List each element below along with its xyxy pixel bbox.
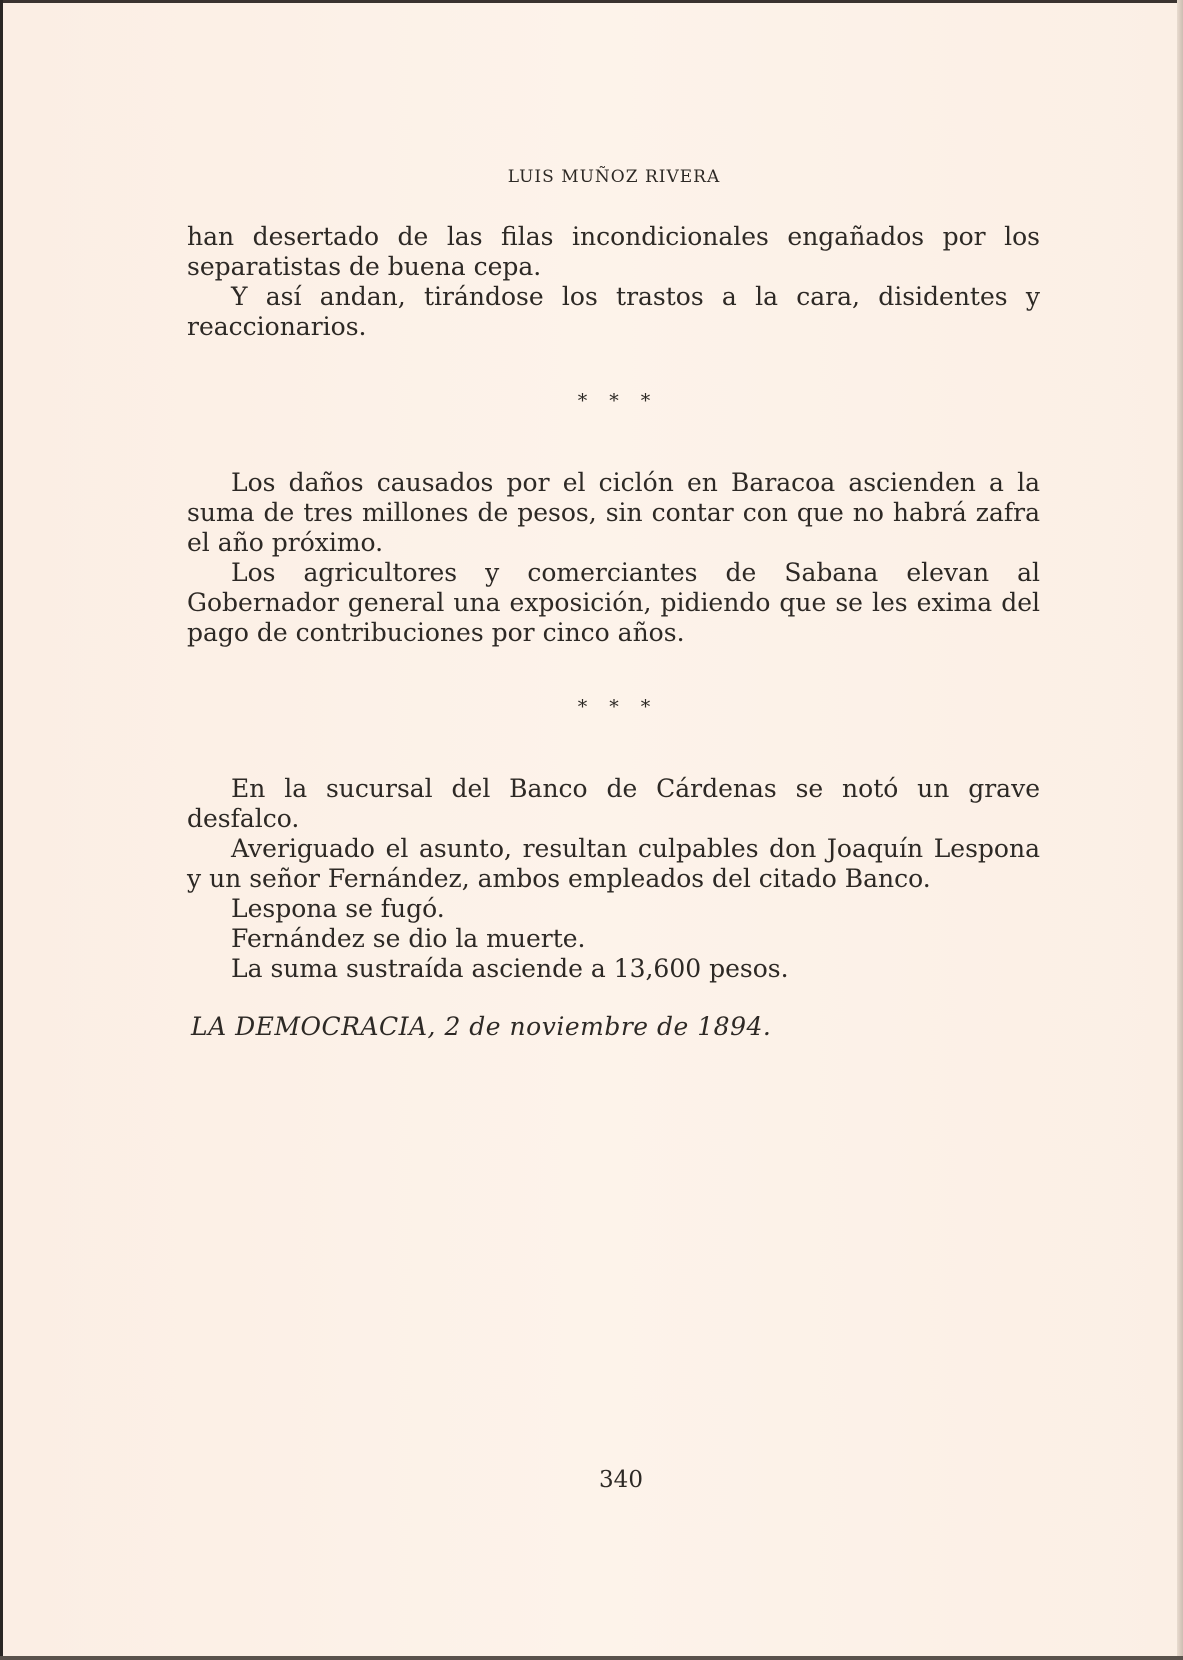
page-edge-top: [0, 0, 1183, 3]
running-head: LUIS MUÑOZ RIVERA: [507, 167, 721, 187]
section-2: [187, 468, 1040, 648]
page-edge-right: [1177, 0, 1183, 1660]
source-citation: LA DEMOCRACIA, 2 de noviembre de 1894.: [191, 1012, 772, 1041]
paragraph: Fernández se dio la muerte.: [231, 924, 586, 953]
page-number: 340: [599, 1467, 643, 1493]
paragraph: Y así andan, tirándose los trastos a la cara, disidentes y reaccionarios.: [187, 282, 1040, 341]
page-edge-bottom: [0, 1656, 1183, 1660]
page-edge-left: [0, 0, 3, 1660]
section-separator: * * *: [577, 696, 651, 718]
paragraph: Los agricultores y comerciantes de Sabana elevan al Gobernador general una exposición, pidiendo que se les exima del pago de contribuciones por cinco años.: [187, 558, 1040, 647]
section-3: [187, 774, 1040, 984]
section-separator: * * *: [577, 390, 651, 412]
paragraph: Lespona se fugó.: [231, 894, 445, 923]
paragraph: La suma sustraída asciende a 13,600 pesos.: [231, 954, 789, 983]
paragraph: Los daños causados por el ciclón en Baracoa ascienden a la suma de tres millones de pesos, sin contar con que no habrá zafra el año próximo.: [187, 468, 1040, 557]
section-1: [187, 222, 1040, 342]
paragraph: Averiguado el asunto, resultan culpables don Joaquín Lespona y un señor Fernández, ambos empleados del citado Banco.: [187, 834, 1040, 893]
paragraph-continuation: han desertado de las filas incondicionales engañados por los separatistas de buena cepa.: [187, 222, 1040, 281]
paragraph: En la sucursal del Banco de Cárdenas se notó un grave desfalco.: [187, 774, 1040, 833]
